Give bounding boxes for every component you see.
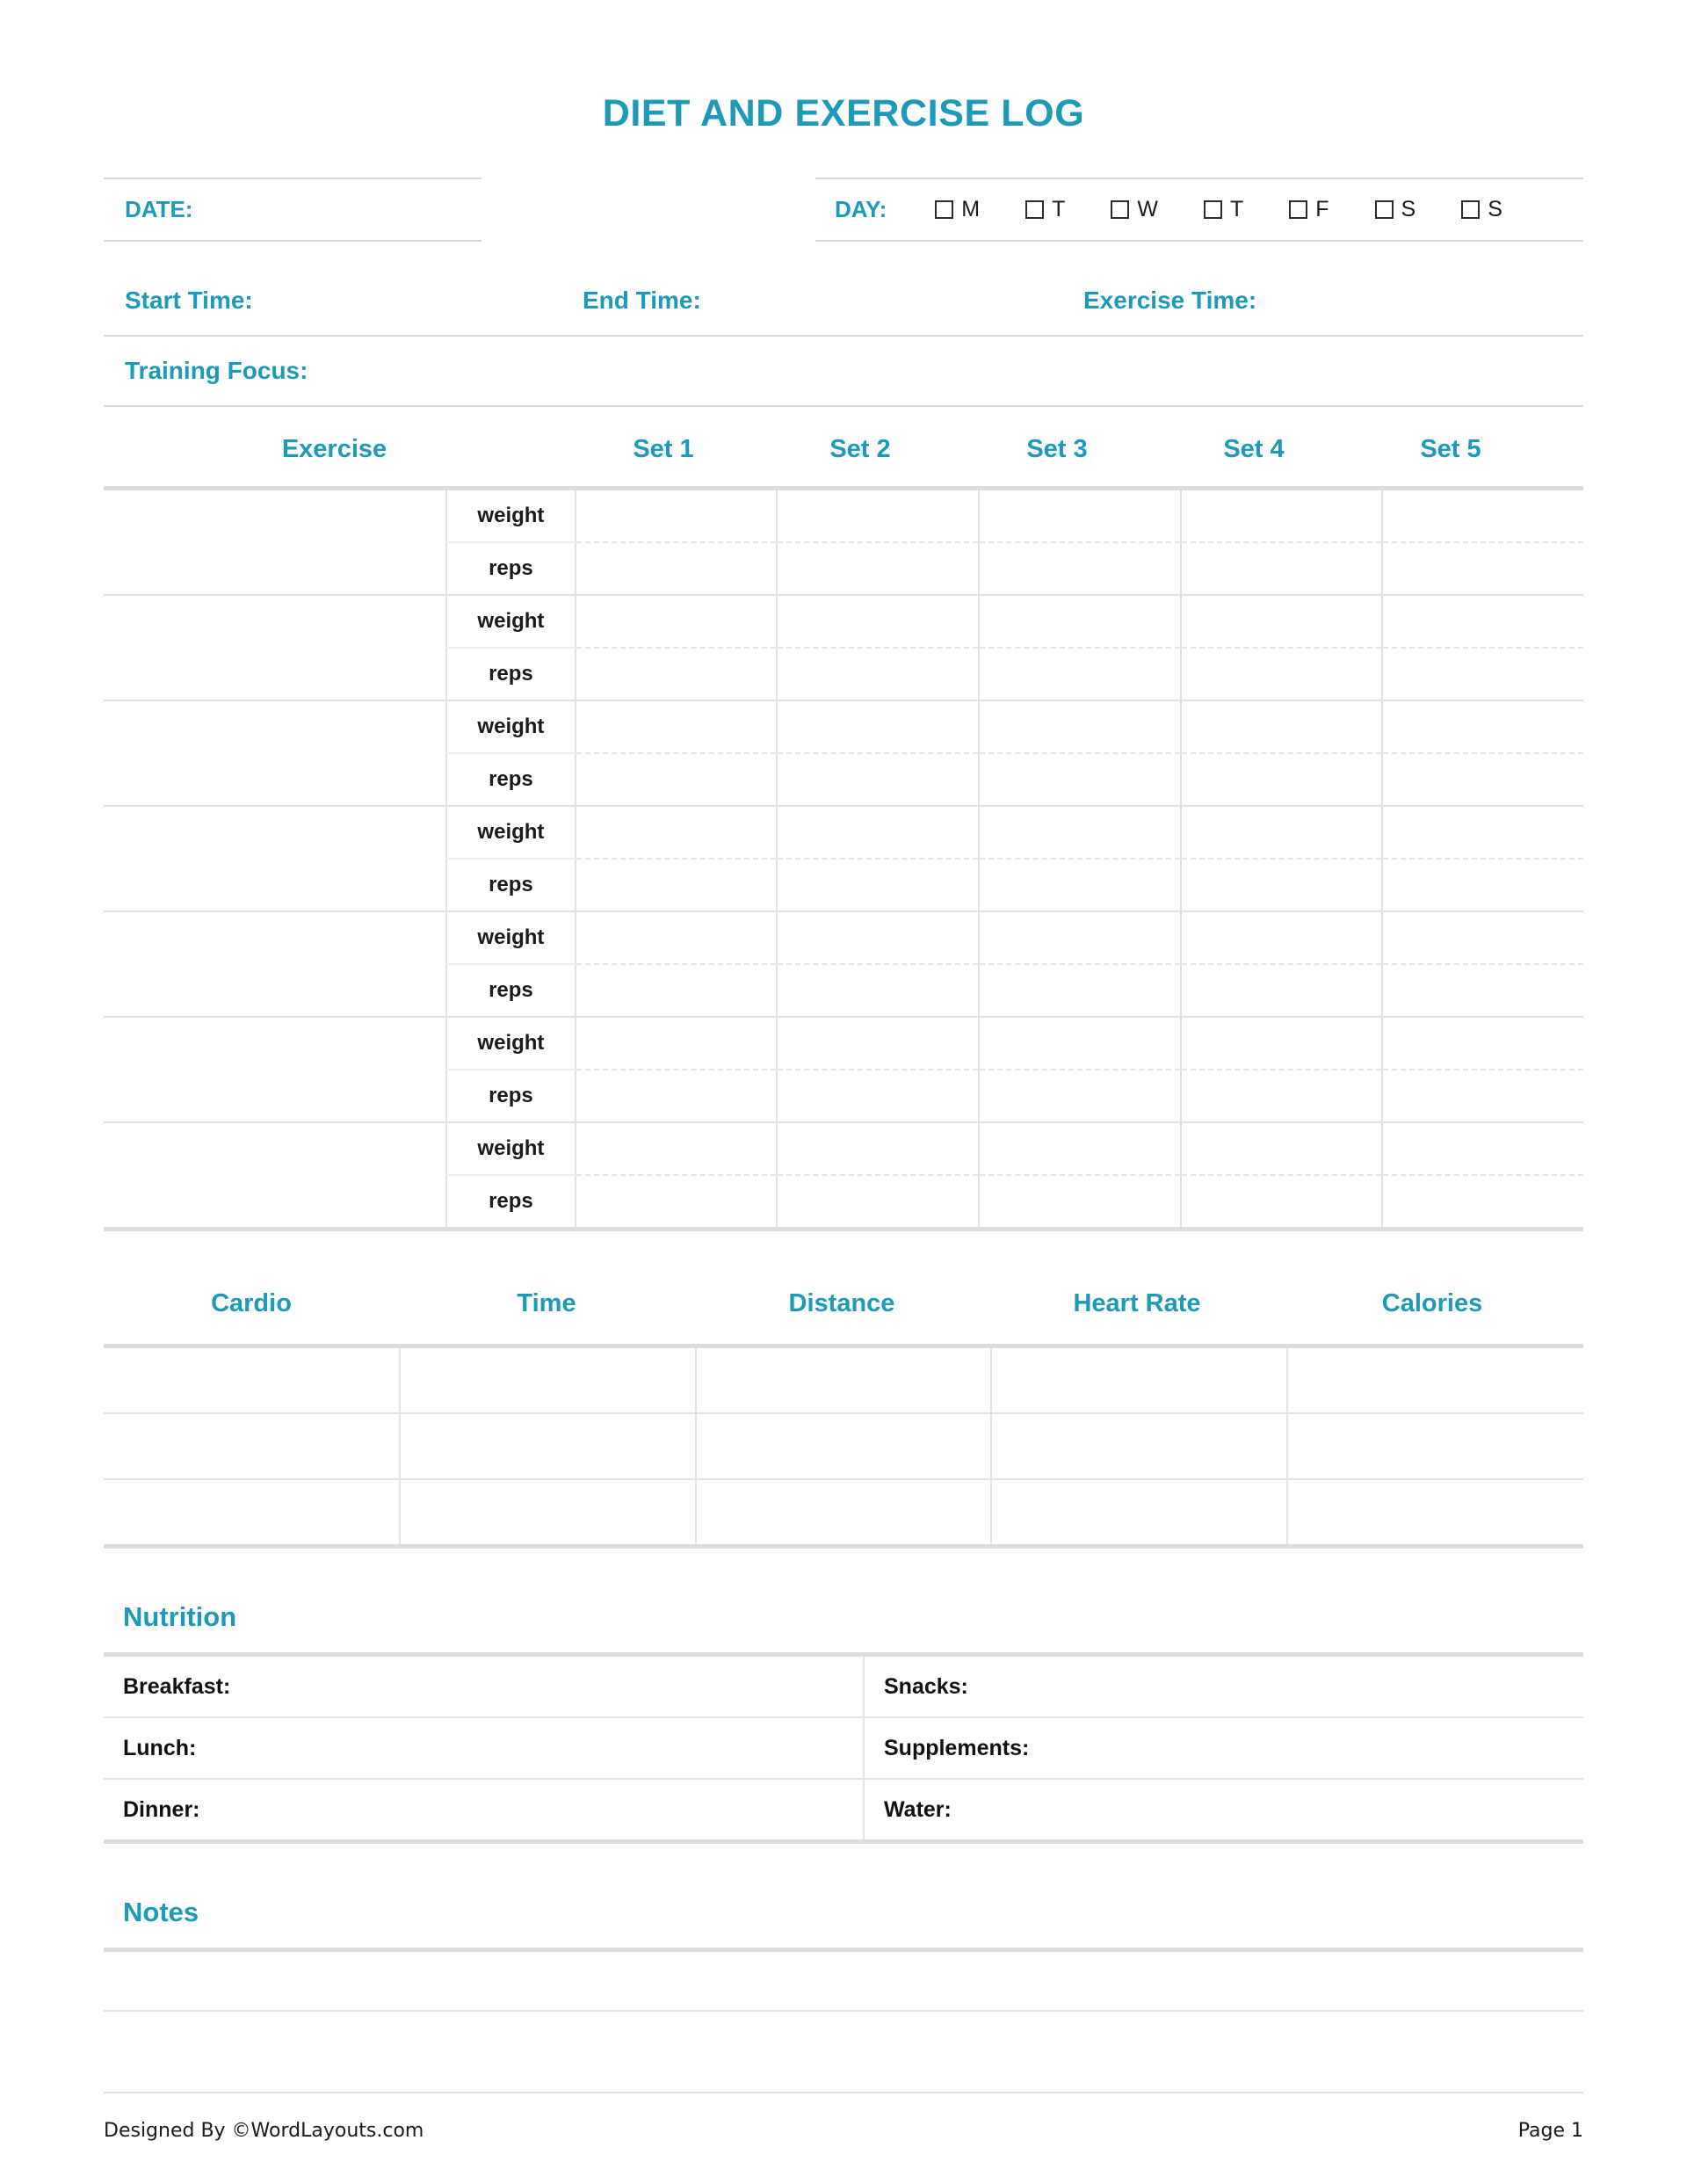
day-option-label: W <box>1137 197 1158 221</box>
set-value-cell[interactable] <box>979 1122 1181 1175</box>
set-value-cell[interactable] <box>979 1175 1181 1230</box>
exercise-name-cell[interactable] <box>104 595 446 700</box>
set-value-cell[interactable] <box>1181 1070 1383 1122</box>
set-value-cell[interactable] <box>1382 911 1583 964</box>
exercise-table-row <box>104 489 1583 543</box>
set-value-cell[interactable] <box>979 806 1181 859</box>
notes-line[interactable] <box>104 1952 1583 2012</box>
cardio-cell[interactable] <box>991 1346 1287 1414</box>
metric-label-cell: weight <box>446 700 575 753</box>
exercise-table <box>104 486 1583 1231</box>
exercise-time-field[interactable] <box>1083 287 1583 315</box>
day-option-label: S <box>1401 197 1416 221</box>
set-value-cell[interactable] <box>979 595 1181 648</box>
metric-label-cell: reps <box>446 542 575 595</box>
set-value-cell[interactable] <box>777 595 979 648</box>
set-value-cell[interactable] <box>1181 753 1383 806</box>
notes-line[interactable] <box>104 2012 1583 2070</box>
footer-page-number: Page 1 <box>1517 2120 1583 2142</box>
set-value-cell[interactable] <box>576 1070 778 1122</box>
nutrition-table <box>104 1652 1583 1844</box>
exercise-name-cell[interactable] <box>104 911 446 1017</box>
cardio-cell[interactable] <box>104 1479 400 1547</box>
training-focus-label: Training Focus: <box>125 357 308 384</box>
cardio-cell[interactable] <box>104 1413 400 1479</box>
notes-section-title: Notes <box>123 1897 199 1927</box>
nutrition-table-row <box>104 1655 1583 1718</box>
cardio-cell[interactable] <box>696 1479 992 1547</box>
set-value-cell[interactable] <box>576 700 778 753</box>
metric-label-cell: weight <box>446 911 575 964</box>
set-value-cell[interactable] <box>979 911 1181 964</box>
set-value-cell[interactable] <box>576 806 778 859</box>
cardio-table-row <box>104 1479 1583 1547</box>
exercise-name-cell[interactable] <box>104 1122 446 1230</box>
set-value-cell[interactable] <box>1181 859 1383 911</box>
cardio-cell[interactable] <box>991 1413 1287 1479</box>
metric-label-cell: reps <box>446 648 575 700</box>
set-value-cell[interactable] <box>1181 1175 1383 1230</box>
checkbox-icon[interactable] <box>1461 200 1480 219</box>
set-value-cell[interactable] <box>979 859 1181 911</box>
set-value-cell[interactable] <box>1382 753 1583 806</box>
metric-label-cell: weight <box>446 806 575 859</box>
checkbox-icon[interactable] <box>1289 200 1307 219</box>
set-value-cell[interactable] <box>1382 964 1583 1017</box>
cardio-cell[interactable] <box>696 1413 992 1479</box>
day-option-friday[interactable] <box>1289 197 1329 222</box>
set-value-cell[interactable] <box>777 489 979 543</box>
footer-credit: Designed By ©WordLayouts.com <box>104 2120 424 2142</box>
date-field[interactable] <box>104 178 481 242</box>
exercise-table-row <box>104 806 1583 859</box>
page-title: DIET AND EXERCISE LOG <box>602 92 1085 134</box>
metric-label-cell: weight <box>446 489 575 543</box>
set2-column-header: Set 2 <box>829 434 891 463</box>
set-value-cell[interactable] <box>1382 700 1583 753</box>
set-value-cell[interactable] <box>1382 595 1583 648</box>
set-value-cell[interactable] <box>1181 542 1383 595</box>
set-value-cell[interactable] <box>1382 1122 1583 1175</box>
set-value-cell[interactable] <box>1181 1122 1383 1175</box>
set-value-cell[interactable] <box>1181 964 1383 1017</box>
metric-label-cell: reps <box>446 859 575 911</box>
exercise-column-header: Exercise <box>281 434 387 463</box>
set-value-cell[interactable] <box>979 542 1181 595</box>
set-value-cell[interactable] <box>1382 1017 1583 1070</box>
set-value-cell[interactable] <box>1382 859 1583 911</box>
time-column-header: Time <box>517 1288 576 1317</box>
set-value-cell[interactable] <box>777 1122 979 1175</box>
nutrition-section-title: Nutrition <box>123 1601 237 1632</box>
exercise-name-cell[interactable] <box>104 806 446 911</box>
exercise-table-row <box>104 1122 1583 1175</box>
day-option-label: S <box>1488 197 1502 221</box>
start-time-label: Start Time: <box>125 287 253 314</box>
day-option-label: M <box>961 197 981 221</box>
exercise-name-cell[interactable] <box>104 1017 446 1122</box>
end-time-field[interactable] <box>583 287 1083 315</box>
cardio-cell[interactable] <box>991 1479 1287 1547</box>
day-option-thursday[interactable] <box>1204 197 1243 222</box>
set1-column-header: Set 1 <box>633 434 694 463</box>
set-value-cell[interactable] <box>1181 700 1383 753</box>
metric-label-cell: reps <box>446 753 575 806</box>
metric-label-cell: reps <box>446 964 575 1017</box>
exercise-table-header <box>104 412 1583 486</box>
calories-column-header: Calories <box>1381 1288 1483 1317</box>
set-value-cell[interactable] <box>576 964 778 1017</box>
set-value-cell[interactable] <box>576 753 778 806</box>
day-checkbox-group <box>935 197 1502 222</box>
set-value-cell[interactable] <box>979 1070 1181 1122</box>
set-value-cell[interactable] <box>777 964 979 1017</box>
cardio-cell[interactable] <box>1287 1413 1583 1479</box>
day-option-tuesday[interactable] <box>1025 197 1065 222</box>
set-value-cell[interactable] <box>576 911 778 964</box>
set-value-cell[interactable] <box>1181 911 1383 964</box>
set-value-cell[interactable] <box>979 753 1181 806</box>
day-label: DAY: <box>835 196 887 222</box>
date-label: DATE: <box>125 196 193 222</box>
day-option-label: F <box>1315 197 1329 221</box>
set-value-cell[interactable] <box>777 911 979 964</box>
set-value-cell[interactable] <box>777 542 979 595</box>
set-value-cell[interactable] <box>1382 1175 1583 1230</box>
cardio-table-row <box>104 1413 1583 1479</box>
exercise-name-cell[interactable] <box>104 700 446 806</box>
set-value-cell[interactable] <box>777 1175 979 1230</box>
set-value-cell[interactable] <box>576 1017 778 1070</box>
title-container <box>104 0 1583 135</box>
set-value-cell[interactable] <box>1181 806 1383 859</box>
exercise-table-row <box>104 1017 1583 1070</box>
nutrition-left-field[interactable]: Lunch: <box>104 1717 864 1779</box>
set-value-cell[interactable] <box>777 1017 979 1070</box>
day-option-label: T <box>1052 197 1066 221</box>
set-value-cell[interactable] <box>979 700 1181 753</box>
nutrition-right-field[interactable]: Supplements: <box>864 1717 1583 1779</box>
day-option-wednesday[interactable] <box>1111 197 1158 222</box>
set-value-cell[interactable] <box>1181 595 1383 648</box>
times-row <box>104 266 1583 337</box>
page-footer <box>104 2092 1583 2142</box>
metric-label-cell: weight <box>446 1017 575 1070</box>
nutrition-right-field[interactable]: Water: <box>884 1796 952 1822</box>
metric-label-cell: reps <box>446 1070 575 1122</box>
exercise-table-row <box>104 911 1583 964</box>
exercise-table-row <box>104 595 1583 648</box>
date-day-spacer <box>481 178 815 242</box>
date-day-row <box>104 178 1583 242</box>
set-value-cell[interactable] <box>979 489 1181 543</box>
notes-area[interactable] <box>104 1948 1583 2070</box>
cardio-cell[interactable] <box>1287 1479 1583 1547</box>
cardio-table-header <box>104 1263 1583 1344</box>
set-value-cell[interactable] <box>1181 489 1383 543</box>
set-value-cell[interactable] <box>576 648 778 700</box>
cardio-column-header: Cardio <box>211 1288 292 1317</box>
distance-column-header: Distance <box>788 1288 895 1317</box>
day-field <box>815 178 1583 242</box>
set-value-cell[interactable] <box>1382 806 1583 859</box>
nutrition-table-row <box>104 1779 1583 1842</box>
set-value-cell[interactable] <box>1181 1017 1383 1070</box>
start-time-field[interactable] <box>104 287 583 315</box>
cardio-cell[interactable] <box>400 1479 696 1547</box>
set4-column-header: Set 4 <box>1223 434 1285 463</box>
cardio-cell[interactable] <box>400 1413 696 1479</box>
set-value-cell[interactable] <box>777 1070 979 1122</box>
exercise-time-label: Exercise Time: <box>1083 287 1257 314</box>
heart-rate-column-header: Heart Rate <box>1073 1288 1201 1317</box>
checkbox-icon[interactable] <box>1025 200 1044 219</box>
exercise-table-row <box>104 700 1583 753</box>
day-option-monday[interactable] <box>935 197 980 222</box>
set-value-cell[interactable] <box>1382 648 1583 700</box>
cardio-cell[interactable] <box>696 1346 992 1414</box>
set-value-cell[interactable] <box>576 542 778 595</box>
checkbox-icon[interactable] <box>935 200 953 219</box>
day-option-label: T <box>1229 197 1244 221</box>
set-value-cell[interactable] <box>1382 1070 1583 1122</box>
set-value-cell[interactable] <box>576 859 778 911</box>
nutrition-right-field[interactable]: Snacks: <box>864 1655 1583 1718</box>
training-focus-field[interactable] <box>104 337 1583 407</box>
cardio-cell[interactable] <box>1287 1346 1583 1414</box>
end-time-label: End Time: <box>583 287 701 314</box>
set5-column-header: Set 5 <box>1420 434 1481 463</box>
set-value-cell[interactable] <box>576 1175 778 1230</box>
day-option-saturday[interactable] <box>1375 197 1416 222</box>
set-value-cell[interactable] <box>576 595 778 648</box>
set3-column-header: Set 3 <box>1026 434 1088 463</box>
nutrition-left-field[interactable]: Dinner: <box>104 1779 864 1842</box>
set-value-cell[interactable] <box>576 1122 778 1175</box>
set-value-cell[interactable] <box>777 753 979 806</box>
set-value-cell[interactable] <box>1181 648 1383 700</box>
set-value-cell[interactable] <box>576 489 778 543</box>
checkbox-icon[interactable] <box>1204 200 1222 219</box>
set-value-cell[interactable] <box>777 700 979 753</box>
day-option-sunday[interactable] <box>1461 197 1502 222</box>
cardio-table-row <box>104 1346 1583 1414</box>
set-value-cell[interactable] <box>979 1017 1181 1070</box>
cardio-table <box>104 1344 1583 1549</box>
set-value-cell[interactable] <box>777 806 979 859</box>
nutrition-left-field[interactable]: Breakfast: <box>104 1655 864 1718</box>
nutrition-table-row <box>104 1717 1583 1779</box>
checkbox-icon[interactable] <box>1111 200 1129 219</box>
exercise-name-cell[interactable] <box>104 489 446 596</box>
set-value-cell[interactable] <box>979 964 1181 1017</box>
set-value-cell[interactable] <box>1382 489 1583 543</box>
metric-label-cell: reps <box>446 1175 575 1230</box>
set-value-cell[interactable] <box>777 859 979 911</box>
set-value-cell[interactable] <box>777 648 979 700</box>
set-value-cell[interactable] <box>979 648 1181 700</box>
metric-label-cell: weight <box>446 1122 575 1175</box>
metric-label-cell: weight <box>446 595 575 648</box>
set-value-cell[interactable] <box>1382 542 1583 595</box>
checkbox-icon[interactable] <box>1375 200 1394 219</box>
cardio-cell[interactable] <box>400 1346 696 1414</box>
cardio-cell[interactable] <box>104 1346 400 1414</box>
